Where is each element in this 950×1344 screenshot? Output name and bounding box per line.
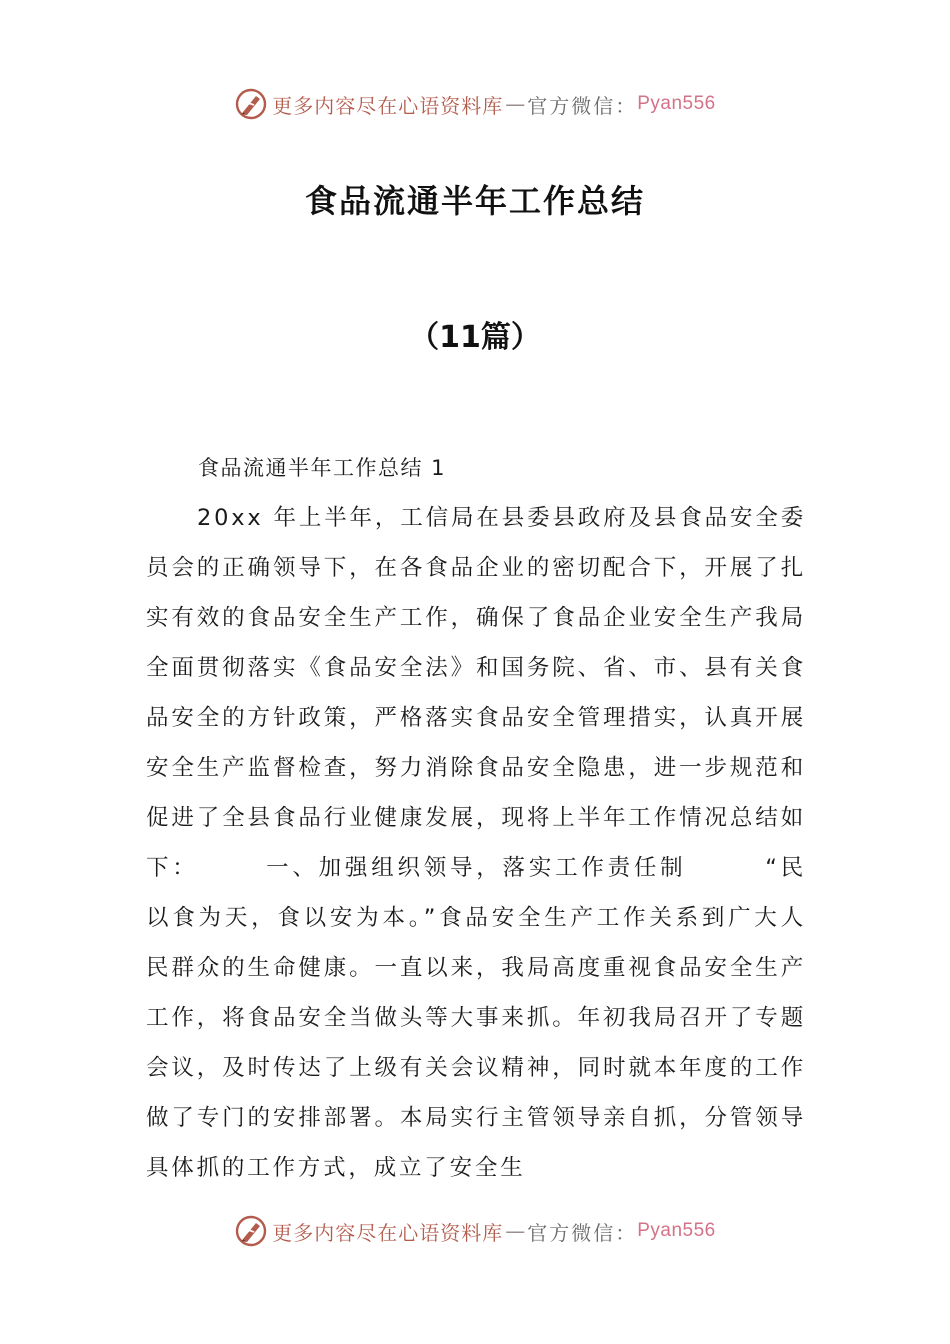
footer-banner [0,1211,950,1251]
banner-wechat-id: Pyan556 [637,93,716,114]
banner-official-label: 官方微信： [527,93,638,118]
pen-logo-icon [234,1214,268,1248]
banner-wechat-id: Pyan556 [637,1220,716,1241]
banner-dash: — [505,92,526,116]
banner-main-text: 更多内容尽在心语资料库 [272,1220,504,1245]
header-banner [0,84,950,124]
section-heading: 食品流通半年工作总结 1 [198,456,447,480]
banner-official-label: 官方微信： [527,1220,638,1245]
banner-main-text: 更多内容尽在心语资料库 [272,93,504,118]
body-paragraph: 20xx 年上半年，工信局在县委县政府及县食品安全委员会的正确领导下，在各食品企业的密切配合下，开展了扎实有效的食品安全生产工作，确保了食品企业安全生产我局全面贯彻落实《食品安全法》和国务院、省、市、县有关食品安全的方针政策，严格落实食品安全管理措实，认真开展安全生产监督检查，努力消除食品安全隐患，进一步规范和促进了全县食品行业健康发展，现将上半年工作情况总结如下： 一、加强组织领导，落实工作责任制 “民以食为天，食以安为本。”食品安全生产工作关系到广大人民群众的生命健康。一直以来，我局高度重视食品安全生产工作，将食品安全当做头等大事来抓。年初我局召开了专题会议，及时传达了上级有关会议精神，同时就本年度的工作做了专门的安排部署。本局实行主管领导亲自抓，分管领导具体抓的工作方式，成立了安全生 [146,505,806,1181]
banner-dash: — [505,1219,526,1243]
pen-logo-icon [234,87,268,121]
document-title: 食品流通半年工作总结 [304,182,645,220]
document-subtitle: （11篇） [409,320,541,355]
